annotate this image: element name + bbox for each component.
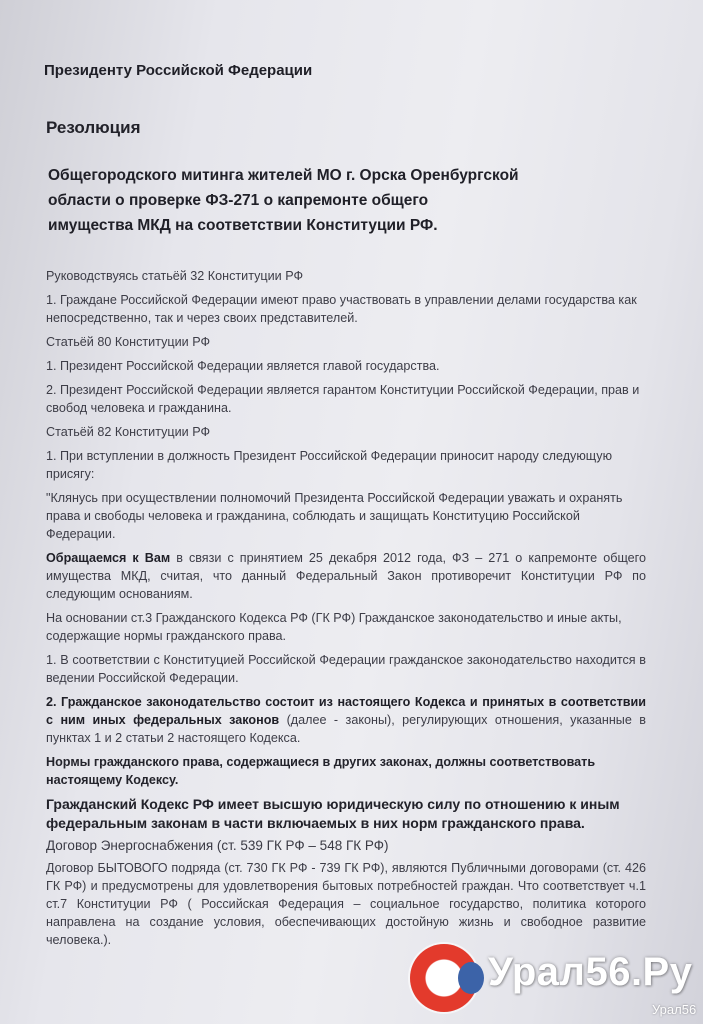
paragraph: 2. Президент Российской Федерации является гарантом Конституции Российской Федерации, прав и свобод человека и гражданина.: [46, 383, 640, 415]
paragraph: [46, 693, 646, 747]
oath-quote: "Клянусь при осуществлении полномочий Президента Российской Федерации уважать и охранять права и свободы человека и гражданина, соблюдать и защищать Конституцию Российской Федерации.: [46, 491, 623, 541]
document-title: Резолюция: [46, 118, 141, 137]
document-body: [46, 267, 646, 953]
subject-line: имущества МКД на соответствии Конституции РФ.: [48, 217, 438, 234]
paragraph: Руководствуясь статьёй 32 Конституции РФ: [46, 269, 304, 283]
subject-line: Общегородского митинга жителей МО г. Орска Оренбургской: [48, 167, 519, 184]
subject-line: области о проверке ФЗ-271 о капремонте общего: [48, 192, 429, 209]
paragraph: 1. При вступлении в должность Президент Российской Федерации приносит народу следующую присягу:: [46, 449, 613, 481]
watermark-logo: [404, 940, 703, 1024]
code-supremacy-paragraph: Гражданский Кодекс РФ имеет высшую юридическую силу по отношению к иным федеральным законам в части включаемых в них норм гражданского права.: [46, 796, 620, 831]
logo-emblem-icon: [410, 944, 478, 1012]
paragraph: Договор БЫТОВОГО подряда (ст. 730 ГК РФ - 739 ГК РФ), являются Публичными договорами (ст. 426 ГК РФ) и предусмотрены для удовлетворения бытовых потребностей граждан. Что соответствует ч.1 ст.7 Конституции РФ ( Российская Федерация – социальное государство, политика которого направлена на создание условия, обеспечивающих достойную жизнь и свободное развитие человека.).: [46, 861, 646, 947]
logo-small-text: Урал56: [652, 1002, 697, 1017]
appeal-lead: Обращаемся к Вам: [46, 551, 171, 565]
paragraph: [46, 549, 646, 603]
contract-heading: Договор Энергоснабжения (ст. 539 ГК РФ – 548 ГК РФ): [46, 838, 389, 853]
paragraph: На основании ст.3 Гражданского Кодекса РФ (ГК РФ) Гражданское законодательство и иные акты, содержащие нормы гражданского права.: [46, 611, 622, 643]
paragraph: 1. Президент Российской Федерации является главой государства.: [46, 359, 440, 373]
paragraph: Статьёй 82 Конституции РФ: [46, 425, 211, 439]
paragraph: 1. Граждане Российской Федерации имеют право участвовать в управлении делами государства как непосредственно, так и через своих представителей.: [46, 293, 637, 325]
legislation-lead: 2. Гражданское законодательство состоит из настоящего Кодекса и принятых в соответствии с ним иных федеральных законов: [46, 695, 646, 727]
appeal-text: в связи с принятием 25 декабря 2012 года, ФЗ – 271 о капремонте общего имущества МКД, считая, что данный Федеральный Закон противоречит Конституции РФ по следующим основаниям.: [46, 551, 646, 601]
paragraph: Статьёй 80 Конституции РФ: [46, 335, 211, 349]
legislation-text: (далее - законы), регулирующих отношения, указанные в пунктах 1 и 2 статьи 2 настоящего Кодекса.: [46, 713, 646, 745]
resolution-subject: [48, 163, 608, 238]
bold-paragraph: Нормы гражданского права, содержащиеся в других законах, должны соответствовать настоящему Кодексу.: [46, 755, 596, 787]
addressee: Президенту Российской Федерации: [44, 62, 313, 79]
paragraph: 1. В соответствии с Конституцией Российской Федерации гражданское законодательство находится в ведении Российской Федерации.: [46, 653, 646, 685]
logo-brand-text: Урал56.Ру: [488, 950, 693, 994]
